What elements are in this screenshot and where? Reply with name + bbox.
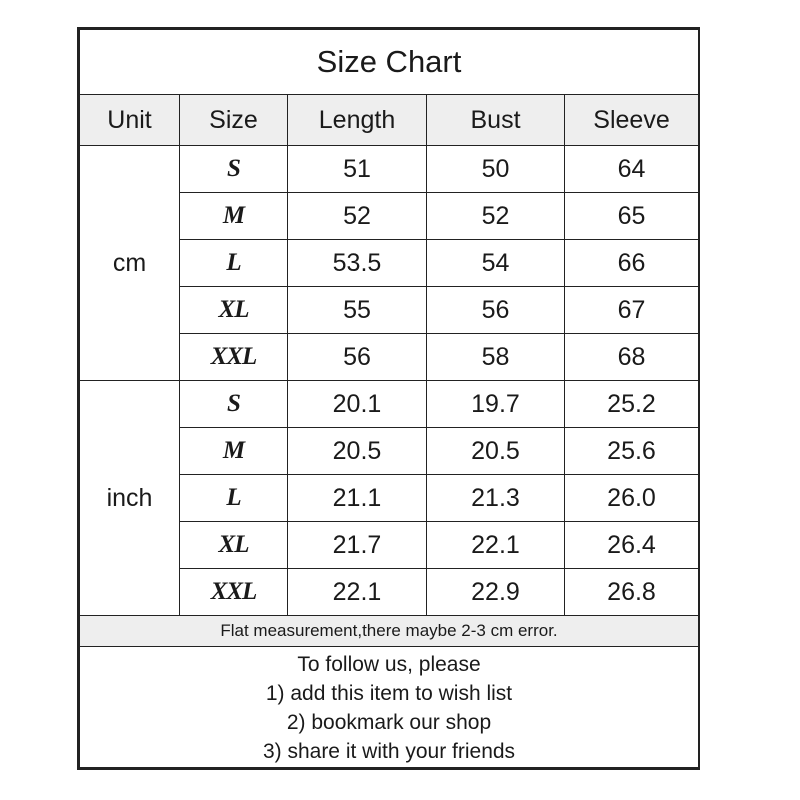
follow-line: To follow us, please — [297, 653, 481, 676]
follow-us-box — [80, 647, 699, 768]
length-cell: 56 — [288, 334, 427, 381]
header-size: Size — [180, 95, 288, 146]
unit-cell: inch — [80, 381, 180, 616]
follow-line: 2) bookmark our shop — [286, 711, 492, 734]
header-unit: Unit — [80, 95, 180, 146]
size-cell: L — [180, 475, 288, 522]
length-cell: 51 — [288, 146, 427, 193]
bust-cell: 19.7 — [427, 381, 565, 428]
bust-cell: 58 — [427, 334, 565, 381]
bust-cell: 22.1 — [427, 522, 565, 569]
bust-cell: 54 — [427, 240, 565, 287]
sleeve-cell: 66 — [565, 240, 699, 287]
bust-cell: 20.5 — [427, 428, 565, 475]
size-cell: S — [180, 381, 288, 428]
length-cell: 20.5 — [288, 428, 427, 475]
size-cell: XXL — [180, 569, 288, 616]
sleeve-cell: 26.4 — [565, 522, 699, 569]
size-cell: M — [180, 428, 288, 475]
sleeve-cell: 65 — [565, 193, 699, 240]
size-chart-table — [79, 29, 699, 768]
sleeve-cell: 68 — [565, 334, 699, 381]
unit-cell: cm — [80, 146, 180, 381]
size-cell: M — [180, 193, 288, 240]
sleeve-cell: 26.8 — [565, 569, 699, 616]
length-cell: 22.1 — [288, 569, 427, 616]
size-cell: S — [180, 146, 288, 193]
sleeve-cell: 25.2 — [565, 381, 699, 428]
sleeve-cell: 64 — [565, 146, 699, 193]
bust-cell: 56 — [427, 287, 565, 334]
follow-line: 1) add this item to wish list — [265, 682, 513, 705]
header-sleeve: Sleeve — [565, 95, 699, 146]
chart-title: Size Chart — [80, 30, 699, 95]
measurement-note: Flat measurement,there maybe 2-3 cm error. — [80, 616, 699, 647]
header-row — [80, 95, 699, 146]
size-chart — [77, 27, 700, 770]
length-cell: 20.1 — [288, 381, 427, 428]
bust-cell: 50 — [427, 146, 565, 193]
bust-cell: 22.9 — [427, 569, 565, 616]
size-cell: XL — [180, 522, 288, 569]
sleeve-cell: 25.6 — [565, 428, 699, 475]
size-cell: XXL — [180, 334, 288, 381]
follow-line: 3) share it with your friends — [262, 740, 516, 763]
bust-cell: 21.3 — [427, 475, 565, 522]
size-cell: L — [180, 240, 288, 287]
sleeve-cell: 67 — [565, 287, 699, 334]
table-row — [80, 381, 699, 428]
header-length: Length — [288, 95, 427, 146]
size-cell: XL — [180, 287, 288, 334]
header-bust: Bust — [427, 95, 565, 146]
sleeve-cell: 26.0 — [565, 475, 699, 522]
table-row — [80, 146, 699, 193]
length-cell: 53.5 — [288, 240, 427, 287]
length-cell: 21.7 — [288, 522, 427, 569]
bust-cell: 52 — [427, 193, 565, 240]
length-cell: 21.1 — [288, 475, 427, 522]
length-cell: 55 — [288, 287, 427, 334]
length-cell: 52 — [288, 193, 427, 240]
